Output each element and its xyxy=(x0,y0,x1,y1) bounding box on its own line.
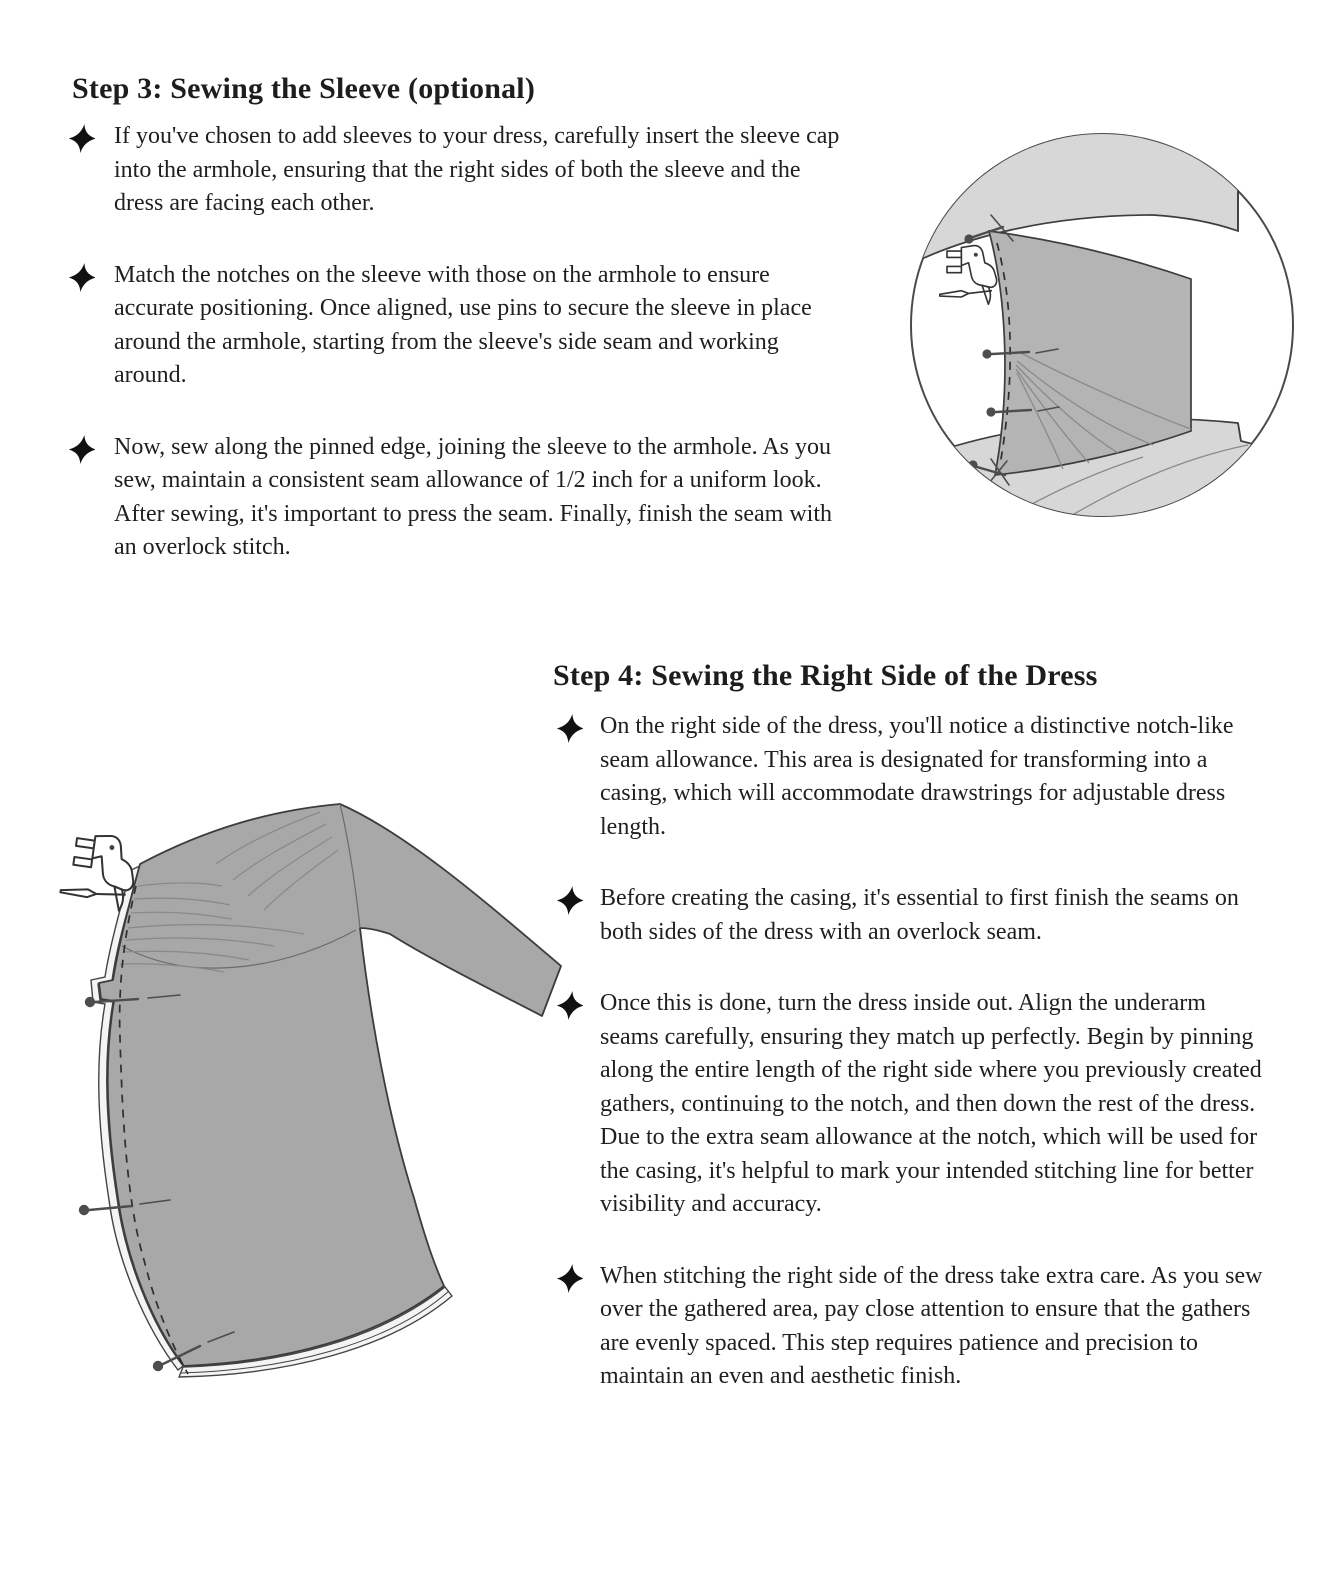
bullet-text: Before creating the casing, it's essential to first finish the seams on both sides of the dress with an overlock seam. xyxy=(600,885,1239,945)
four-pointed-star-bullet-icon xyxy=(68,435,95,464)
instruction-bullet xyxy=(68,259,858,393)
bullet-text: If you've chosen to add sleeves to your dress, carefully insert the sleeve cap into the armhole, ensuring that the right sides of both the sleeve and the dress are facing each other. xyxy=(114,123,840,216)
four-pointed-star-bullet-icon xyxy=(68,124,95,153)
bullet-text: Once this is done, turn the dress inside out. Align the underarm seams carefully, ensuring they match up perfectly. Begin by pinning along the entire length of the right side where you previously created gathers, continuing to the notch, and then down the rest of the dress. Due to the extra seam allowance at the notch, which will be used for the casing, it's helpful to mark your intended stitching line for better visibility and accuracy. xyxy=(600,990,1262,1217)
instruction-bullet xyxy=(556,710,1268,844)
sleeve-pinned-into-armhole-illustration xyxy=(903,123,1301,527)
bullet-text: Match the notches on the sleeve with those on the armhole to ensure accurate positioning. Once aligned, use pins to secure the sleeve in place around the armhole, starting from the sleeve's side seam and working around. xyxy=(114,261,812,388)
bullet-text: Now, sew along the pinned edge, joining the sleeve to the armhole. As you sew, maintain a consistent seam allowance of 1/2 inch for a uniform look. After sewing, it's important to press the seam. Finally, finish the seam with an overlock stitch. xyxy=(114,433,832,560)
four-pointed-star-bullet-icon xyxy=(68,263,95,292)
instruction-bullet xyxy=(556,882,1268,949)
dress-right-side-pinned-illustration xyxy=(58,776,564,1400)
dress-body xyxy=(99,804,561,1366)
step3-heading: Step 3: Sewing the Sleeve (optional) xyxy=(72,71,536,105)
instruction-bullet xyxy=(68,431,858,565)
instruction-bullet xyxy=(556,1260,1268,1394)
four-pointed-star-bullet-icon xyxy=(556,714,583,743)
bullet-text: On the right side of the dress, you'll notice a distinctive notch-like seam allowance. This area is designated for transforming into a casing, which will accommodate drawstrings for adjustable dress length. xyxy=(600,713,1234,840)
step4-heading: Step 4: Sewing the Right Side of the Dress xyxy=(553,658,1098,692)
bullet-text: When stitching the right side of the dress take extra care. As you sew over the gathered area, pay close attention to ensure that the gathers are evenly spaced. This step requires patience and precision to maintain an even and aesthetic finish. xyxy=(600,1262,1263,1389)
step4-bullet-list xyxy=(556,710,1268,1394)
instruction-bullet xyxy=(68,120,858,221)
step3-bullet-list xyxy=(68,120,858,565)
instruction-bullet xyxy=(556,987,1268,1222)
